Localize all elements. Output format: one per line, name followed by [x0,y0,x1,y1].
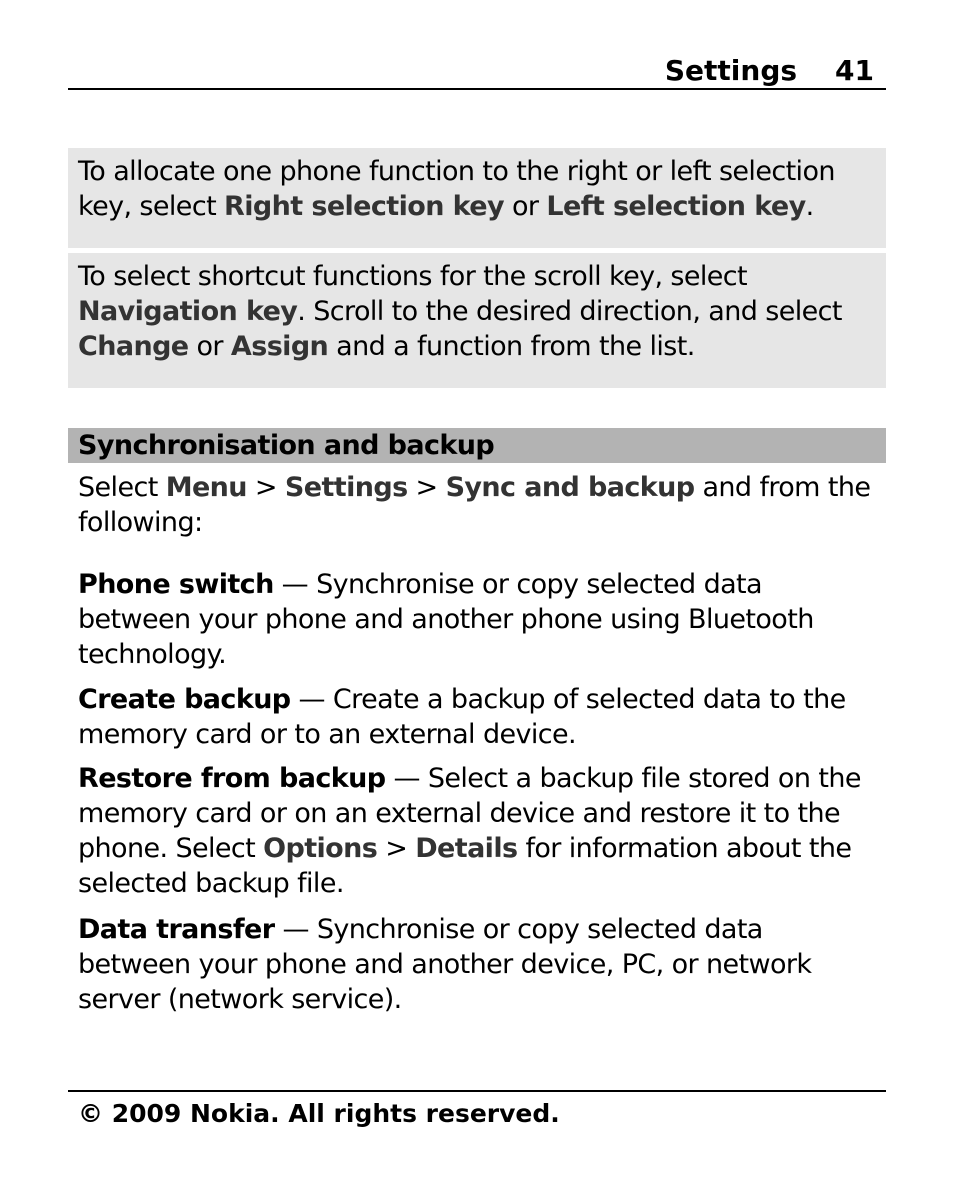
change-label: Change [78,331,189,362]
menu-label: Menu [165,472,247,503]
settings-label: Settings [284,472,408,503]
tip-text: . Scroll to the desired direction, and select [297,296,842,327]
item-term: Restore from backup [78,763,386,794]
item-description: — Select a backup file stored on the memory card or on an external device and restore it to the phone. Select [78,763,861,864]
path-separator: > [246,472,285,503]
intro-text: and from the following: [78,472,871,538]
details-label: Details [415,833,518,864]
item-term: Phone switch [78,569,274,600]
item-description: for information about the selected backup file. [78,833,852,899]
intro-text: Select [78,472,166,503]
page-number: 41 [835,54,874,87]
list-item-data-transfer [78,912,878,1017]
item-description: — Create a backup of selected data to the memory card or to an external device. [78,684,846,750]
tip-text: and a function from the list. [328,331,695,362]
tip-text: . [805,191,814,222]
tip-selection-keys [68,148,886,248]
list-item-restore-from-backup [78,761,878,901]
options-label: Options [263,833,378,864]
left-selection-key-label: Left selection key [546,191,806,222]
copyright-text: © 2009 Nokia. All rights reserved. [78,1099,560,1128]
list-item-phone-switch [78,567,878,672]
tip-text: or [188,331,231,362]
intro-paragraph [78,470,878,540]
item-description: — Synchronise or copy selected data between your phone and another device, PC, or network server (network service). [78,914,812,1015]
path-separator: > [407,472,446,503]
path-separator: > [377,833,416,864]
tip-navigation-key [68,253,886,388]
navigation-key-label: Navigation key [78,296,298,327]
item-description: — Synchronise or copy selected data between your phone and another phone using Bluetooth technology. [78,569,814,670]
list-item-create-backup [78,682,878,752]
assign-label: Assign [230,331,329,362]
tip-text: To allocate one phone function to the right or left selection key, select [78,156,835,222]
tip-text: or [503,191,547,222]
tip-text: To select shortcut functions for the scroll key, select [78,261,748,292]
item-term: Create backup [78,684,291,715]
section-heading: Synchronisation and backup [68,428,886,463]
page-header [68,52,886,90]
header-title: Settings [664,54,798,87]
item-term: Data transfer [78,914,275,945]
sync-and-backup-label: Sync and backup [445,472,695,503]
right-selection-key-label: Right selection key [224,191,504,222]
page-footer [68,1090,886,1130]
